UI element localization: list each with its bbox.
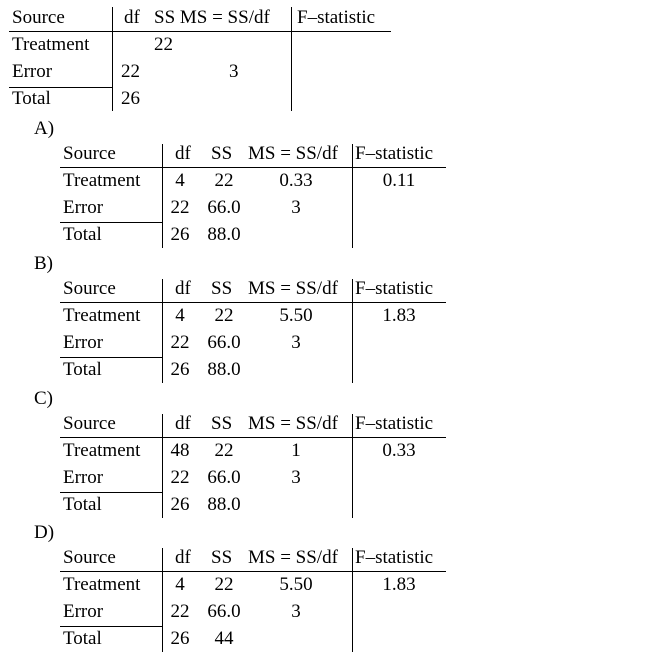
total-rule: [60, 222, 162, 223]
cell-ss: 22: [214, 170, 234, 191]
cell-f: 0.33: [382, 440, 416, 461]
row-source: Treatment: [12, 34, 90, 55]
header-f-statistic: F–statistic: [355, 547, 434, 568]
row-source: Error: [63, 332, 104, 353]
row-source: Error: [63, 601, 104, 622]
cell-ms: 1: [291, 440, 301, 461]
cell-f: 0.11: [382, 170, 416, 191]
cell-ms: 3: [291, 467, 301, 488]
cell-ss: 66.0: [207, 601, 241, 622]
header-df: df: [175, 413, 191, 434]
header-f-statistic: F–statistic: [355, 143, 434, 164]
cell-df: 22: [170, 601, 190, 622]
column-divider: [112, 7, 113, 111]
header-source: Source: [63, 278, 116, 299]
header-ss: SS: [211, 547, 233, 568]
header-ms: MS = SS/df: [248, 547, 338, 568]
header-ss: SS: [211, 413, 233, 434]
header-ms: MS = SS/df: [248, 413, 338, 434]
total-rule: [60, 357, 162, 358]
cell-df: 4: [175, 170, 185, 191]
cell-ms: 3: [291, 332, 301, 353]
cell-df: 26: [170, 628, 190, 649]
row-source: Error: [12, 61, 53, 82]
cell-ss: 22: [214, 440, 234, 461]
cell-df: 22: [121, 61, 140, 82]
cell-df: 26: [121, 88, 140, 109]
header-df: df: [175, 143, 191, 164]
header-source: Source: [12, 7, 65, 28]
cell-ms: 3: [291, 197, 301, 218]
cell-ss: 88.0: [207, 494, 241, 515]
column-divider: [162, 279, 163, 383]
header-source: Source: [63, 143, 116, 164]
header-df: df: [175, 278, 191, 299]
header-f-statistic: F–statistic: [355, 278, 434, 299]
header-source: Source: [63, 413, 116, 434]
header-rule: [60, 302, 446, 303]
row-source: Error: [63, 467, 104, 488]
cell-df: 22: [170, 332, 190, 353]
header-ss: SS: [211, 143, 233, 164]
row-source: Total: [63, 628, 102, 649]
cell-df: 22: [170, 467, 190, 488]
cell-ss: 66.0: [207, 467, 241, 488]
cell-ss: 22: [214, 574, 234, 595]
row-source: Error: [63, 197, 104, 218]
option-label[interactable]: C): [34, 388, 53, 409]
row-source: Total: [63, 359, 102, 380]
header-rule: [60, 167, 446, 168]
cell-df: 26: [170, 359, 190, 380]
cell-f: 1.83: [382, 305, 416, 326]
cell-ms: 3: [291, 601, 301, 622]
cell-df: 26: [170, 494, 190, 515]
cell-f: 1.83: [382, 574, 416, 595]
header-rule: [60, 571, 446, 572]
option-label[interactable]: A): [34, 118, 55, 139]
cell-df: 26: [170, 224, 190, 245]
cell-ss: 66.0: [207, 332, 241, 353]
option-label[interactable]: B): [34, 253, 53, 274]
cell-df: 48: [170, 440, 190, 461]
header-rule: [9, 31, 391, 32]
header-ms: MS = SS/df: [248, 143, 338, 164]
row-source: Total: [12, 88, 51, 109]
cell-df: 4: [175, 305, 185, 326]
cell-ss: 66.0: [207, 197, 241, 218]
column-divider: [291, 7, 292, 111]
row-source: Treatment: [63, 440, 141, 461]
option-label[interactable]: D): [34, 522, 55, 543]
cell-df: 22: [170, 197, 190, 218]
cell-ss: 44: [214, 628, 234, 649]
cell-ms: 3: [229, 61, 239, 82]
cell-ss: 22: [154, 34, 173, 55]
row-source: Treatment: [63, 305, 141, 326]
cell-ss: 22: [214, 305, 234, 326]
column-divider: [352, 279, 353, 383]
row-source: Treatment: [63, 170, 141, 191]
total-rule: [60, 492, 162, 493]
header-df: df: [124, 7, 140, 28]
row-source: Total: [63, 224, 102, 245]
header-f-statistic: F–statistic: [297, 7, 376, 28]
header-ss: SS: [211, 278, 233, 299]
column-divider: [162, 548, 163, 652]
total-rule: [9, 87, 112, 88]
header-ms: MS = SS/df: [248, 278, 338, 299]
total-rule: [60, 626, 162, 627]
column-divider: [162, 144, 163, 248]
cell-ms: 0.33: [279, 170, 313, 191]
cell-ss: 88.0: [207, 359, 241, 380]
header-df: df: [175, 547, 191, 568]
cell-df: 4: [175, 574, 185, 595]
row-source: Total: [63, 494, 102, 515]
column-divider: [352, 144, 353, 248]
cell-ss: 88.0: [207, 224, 241, 245]
column-divider: [162, 414, 163, 518]
header-ss-ms: SS MS = SS/df: [154, 7, 270, 28]
column-divider: [352, 548, 353, 652]
header-rule: [60, 437, 446, 438]
row-source: Treatment: [63, 574, 141, 595]
cell-ms: 5.50: [279, 574, 313, 595]
header-source: Source: [63, 547, 116, 568]
column-divider: [352, 414, 353, 518]
cell-ms: 5.50: [279, 305, 313, 326]
header-f-statistic: F–statistic: [355, 413, 434, 434]
